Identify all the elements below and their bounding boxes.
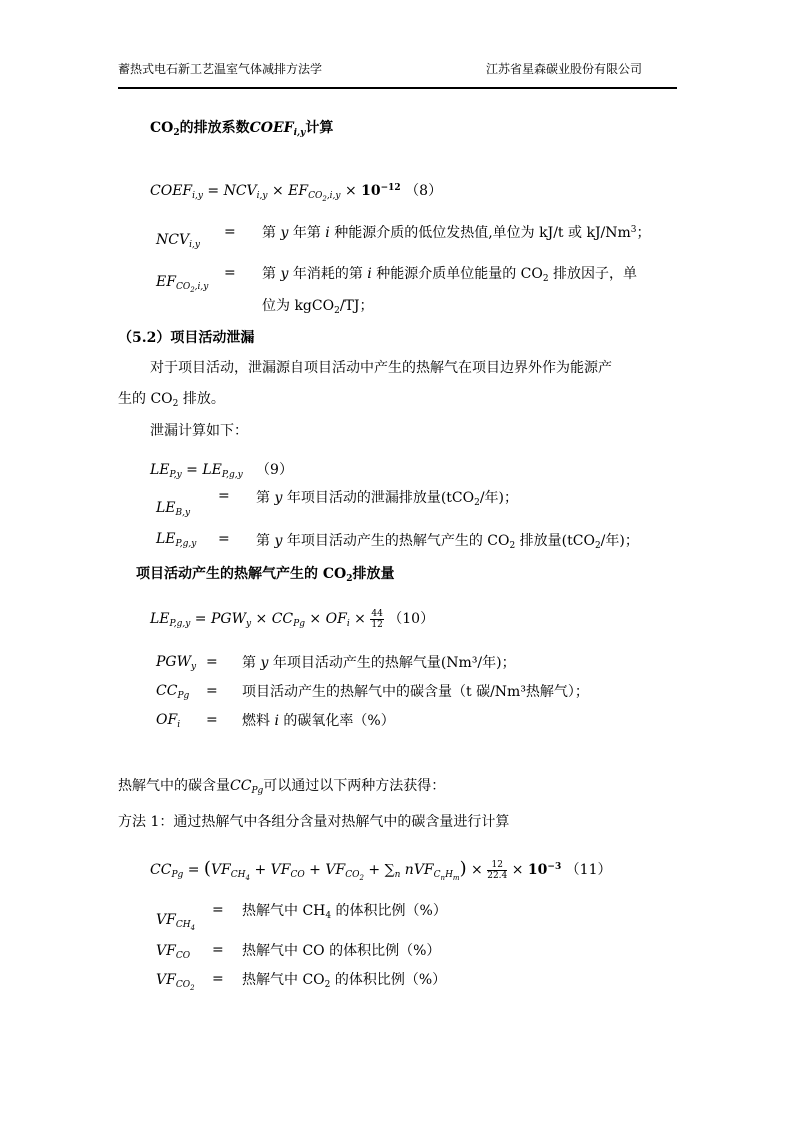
eq-sign: = — [212, 971, 224, 987]
def-ef-d: 排放因子，单 — [548, 266, 638, 282]
def-ncv-b: 年第 — [292, 225, 321, 241]
def-ef-sub: 2 — [542, 274, 549, 284]
title-co: CO — [150, 120, 174, 136]
def-pgw — [242, 653, 516, 673]
def-vfco2-a: 热解气中 CO — [242, 972, 325, 988]
title-var: COEF — [249, 120, 294, 136]
equation-10: $LE_{P,g,y} = PGW_y \times CC_{Pg} \times OF_i$ × $\frac{44}{12}$ （10） — [150, 608, 435, 630]
equation-9: $LE_{P,y} = LE_{P,g,y}$ （9） — [150, 462, 293, 480]
eq-sign: = — [206, 683, 218, 699]
def-vfch4-sub: 4 — [325, 911, 332, 921]
title-mid: 的排放系数 — [179, 120, 250, 136]
equation-11-number: （11） — [565, 862, 612, 878]
def-ccpg: 项目活动产生的热解气中的碳含量（t 碳/Nm³热解气）； — [242, 684, 589, 700]
var-y: y — [280, 266, 289, 282]
eq-sign: = — [224, 224, 236, 240]
header-rule — [118, 87, 677, 89]
section-pyro-title — [136, 564, 394, 584]
equation-11: $CC_{Pg} = (VF_{CH_4} + VF_{CO} + VF_{CO_2} + \sum_n$ nVF$_{C_nH_m}$) × $\frac{12}{22.4}$ × $10^{-3}$ （11） — [150, 858, 612, 882]
var-vfco2: $VF_{CO_2}$ — [156, 972, 195, 992]
var-vfch4: $VF_{CH_4}$ — [156, 912, 196, 932]
def-ncv-a: 第 — [262, 225, 276, 241]
equation-8-number: （8） — [405, 183, 443, 199]
section-pyro-b: 排放量 — [352, 566, 395, 582]
para-leak-sub: 2 — [172, 399, 179, 409]
def-vfch4-b: 的体积比例（%） — [331, 903, 447, 919]
var-y: y — [260, 655, 269, 671]
def-of — [242, 711, 395, 731]
def-ef-line2 — [262, 296, 374, 316]
def-ncv — [262, 223, 651, 243]
def-le-b: 年项目活动的泄漏排放量(tCO — [286, 490, 475, 506]
def-le — [256, 488, 518, 508]
def-ef-a: 第 — [262, 266, 276, 282]
equation-9-number: （9） — [256, 462, 293, 478]
equation-8: $COEF_{i,y} = NCV_{i,y} \times EF_{CO_2,i,y} \times 10^{-12}$ （8） — [150, 183, 443, 203]
frac-num: 12 — [487, 860, 507, 871]
eq-sign: = — [212, 942, 224, 958]
var-y: y — [274, 533, 283, 549]
frac-num: 44 — [371, 608, 383, 619]
var-lepg: $LE_{P,g,y}$ — [156, 531, 197, 549]
para-methods-b: 可以通过以下两种方法获得： — [263, 778, 446, 794]
def-pgw-b: 年项目活动产生的热解气量(Nm³/年)； — [272, 655, 516, 671]
def-lepg-b: 年项目活动产生的热解气产生的 CO — [286, 533, 510, 549]
def-vfco: 热解气中 CO 的体积比例（%） — [242, 943, 441, 959]
para-leak-b: 排放。 — [178, 391, 225, 407]
def-le-a: 第 — [256, 490, 270, 506]
para-leak-line1: 对于项目活动，泄漏源自项目活动中产生的热解气在项目边界外作为能源产 — [150, 360, 612, 376]
eq-sign: = — [212, 902, 224, 918]
section-pyro-sub: 2 — [346, 574, 353, 584]
var-i: i — [274, 713, 279, 729]
def-ef-f: /TJ； — [339, 298, 374, 314]
fraction-44-12 — [370, 609, 383, 630]
def-lepg-c: 排放量(tCO — [515, 533, 595, 549]
eq-sign: = — [218, 531, 230, 547]
def-lepg-sub2: 2 — [594, 541, 601, 551]
var-y: y — [274, 490, 283, 506]
para-leak-line2 — [118, 389, 225, 409]
def-vfch4 — [242, 901, 447, 921]
var-pgw: $PGW_y$ — [156, 654, 197, 672]
frac-den: 12 — [371, 619, 383, 630]
def-ef-line1 — [262, 264, 637, 284]
eq-sign: = — [224, 265, 236, 281]
def-vfco2 — [242, 970, 446, 990]
def-of-a: 燃料 — [242, 713, 270, 729]
def-ef-b: 年消耗的第 — [292, 266, 363, 282]
var-of: $OF_i$ — [156, 712, 181, 730]
def-le-c: /年)； — [479, 490, 519, 506]
var-i: i — [325, 225, 330, 241]
def-ncv-c: 种能源介质的低位发热值,单位为 kJ/t 或 kJ/Nm — [334, 225, 631, 241]
frac-den: 22.4 — [487, 870, 508, 881]
header-right-company: 江苏省星森碳业股份有限公司 — [486, 62, 643, 76]
equation-10-number: （10） — [388, 611, 435, 627]
section-pyro-a: 项目活动产生的热解气产生的 CO — [136, 566, 347, 582]
fraction-12-22-4 — [487, 860, 507, 881]
para-methods: 热解气中的碳含量$CC_{Pg}$可以通过以下两种方法获得： — [118, 778, 446, 796]
eq-sign: = — [206, 712, 218, 728]
def-pgw-a: 第 — [242, 655, 256, 671]
title-var-sub: i,y — [293, 128, 306, 138]
def-lepg-d: /年)； — [600, 533, 639, 549]
var-ncv: $NCV_{i,y}$ — [156, 232, 200, 250]
section-5-2-title: （5.2）项目活动泄漏 — [118, 330, 255, 346]
var-vfco: $VF_{CO}$ — [156, 943, 191, 961]
def-ef-sub2: 2 — [334, 306, 340, 316]
var-ccpg: $CC_{Pg}$ — [156, 683, 190, 701]
var-i: i — [367, 266, 372, 282]
section-co2-coef-title — [150, 118, 333, 138]
def-ef-c: 种能源介质单位能量的 CO — [376, 266, 543, 282]
def-ncv-sup: 3 — [630, 225, 637, 235]
eq-sign: = — [206, 654, 218, 670]
var-ef: $EF_{CO_2,i,y}$ — [156, 274, 209, 294]
header-left-title: 蓄热式电石新工艺温室气体减排方法学 — [118, 62, 323, 76]
def-lepg-a: 第 — [256, 533, 270, 549]
def-le-sub: 2 — [474, 498, 480, 508]
para-methods-a: 热解气中的碳含量 — [118, 778, 230, 794]
def-ef-e: 位为 kgCO — [262, 298, 335, 314]
def-vfco2-b: 的体积比例（%） — [330, 972, 447, 988]
eq-sign: = — [218, 488, 230, 504]
title-suffix: 计算 — [305, 120, 334, 136]
def-vfco2-sub: 2 — [324, 980, 331, 990]
def-ncv-d: ； — [636, 225, 651, 241]
var-y: y — [280, 225, 289, 241]
para-leak-a: 生的 CO — [118, 391, 173, 407]
def-lepg — [256, 531, 639, 551]
def-lepg-sub: 2 — [509, 541, 516, 551]
var-le: $LE_{B,y}$ — [156, 500, 191, 518]
method-1: 方法 1：通过热解气中各组分含量对热解气中的碳含量进行计算 — [118, 814, 510, 830]
title-sub: 2 — [173, 128, 180, 138]
leak-calc-label: 泄漏计算如下： — [150, 423, 248, 439]
def-of-b: 的碳氧化率（%） — [283, 713, 395, 729]
def-vfch4-a: 热解气中 CH — [242, 903, 326, 919]
